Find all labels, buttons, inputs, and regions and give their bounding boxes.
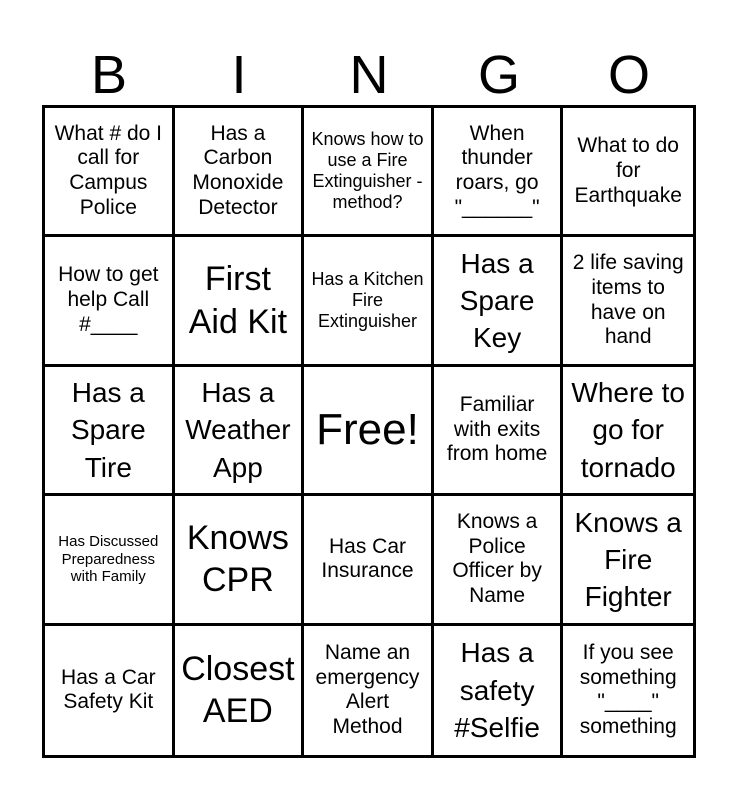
bingo-cell-r2c2[interactable]: First Aid Kit [175, 237, 305, 366]
bingo-header [44, 44, 694, 106]
bingo-board [42, 105, 696, 758]
bingo-cell-r2c1[interactable]: How to get help Call #____ [45, 237, 175, 366]
bingo-cell-r5c4[interactable]: Has a safety #Selfie [434, 626, 564, 755]
bingo-cell-free[interactable]: Free! [304, 367, 434, 496]
bingo-cell-r2c5[interactable]: 2 life saving items to have on hand [563, 237, 693, 366]
bingo-cell-r4c3[interactable]: Has Car Insurance [304, 496, 434, 625]
letter-g: G [477, 45, 520, 105]
bingo-cell-r1c3[interactable]: Knows how to use a Fire Extinguisher - method? [304, 108, 434, 237]
bingo-cell-r4c2[interactable]: Knows CPR [175, 496, 305, 625]
letter-o: O [607, 45, 650, 105]
bingo-cell-r4c4[interactable]: Knows a Police Officer by Name [434, 496, 564, 625]
bingo-cell-r3c5[interactable]: Where to go for tornado [563, 367, 693, 496]
bingo-cell-r1c4[interactable]: When thunder roars, go "______" [434, 108, 564, 237]
letter-n: N [349, 45, 389, 105]
bingo-cell-r5c2[interactable]: Closest AED [175, 626, 305, 755]
bingo-cell-r3c1[interactable]: Has a Spare Tire [45, 367, 175, 496]
bingo-cell-r2c3[interactable]: Has a Kitchen Fire Extinguisher [304, 237, 434, 366]
bingo-cell-r5c1[interactable]: Has a Car Safety Kit [45, 626, 175, 755]
bingo-cell-r3c4[interactable]: Familiar with exits from home [434, 367, 564, 496]
bingo-cell-r1c5[interactable]: What to do for Earthquake [563, 108, 693, 237]
bingo-cell-r5c5[interactable]: If you see something "____" something [579, 640, 677, 739]
bingo-cell-r4c1[interactable]: Has Discussed Preparedness with Family [45, 496, 175, 625]
bingo-cell-r4c5[interactable]: Knows a Fire Fighter [563, 496, 693, 625]
bingo-cell-r3c2[interactable]: Has a Weather App [175, 367, 305, 496]
bingo-cell-r1c2[interactable]: Has a Carbon Monoxide Detector [175, 108, 305, 237]
bingo-cell-r5c3[interactable]: Name an emergency Alert Method [304, 626, 434, 755]
bingo-cell-r2c4[interactable]: Has a Spare Key [434, 237, 564, 366]
letter-b: B [90, 45, 128, 105]
bingo-cell-r1c1[interactable]: What # do I call for Campus Police [45, 108, 175, 237]
letter-i: I [231, 45, 247, 105]
